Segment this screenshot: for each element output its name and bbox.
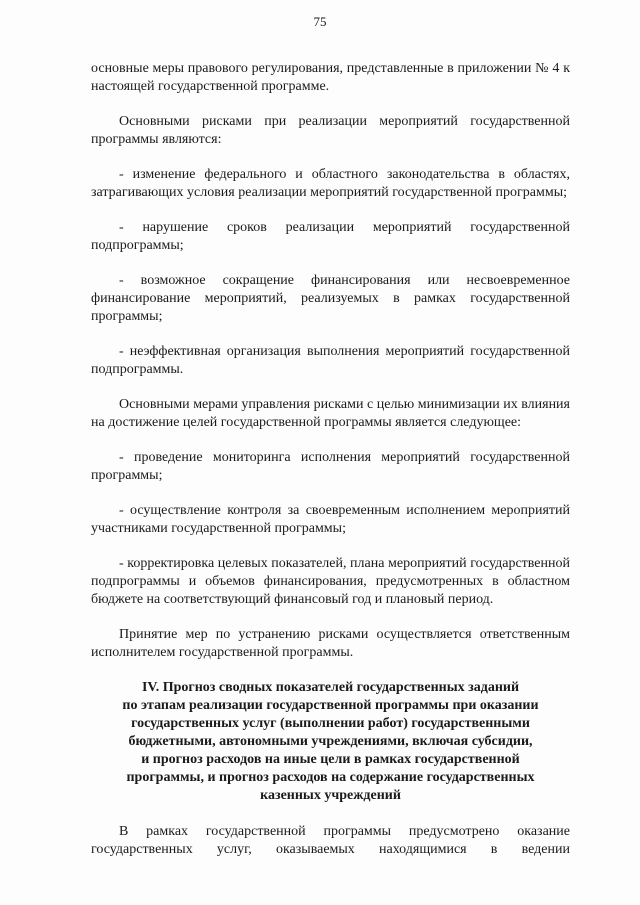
heading-line: бюджетными, автономными учреждениями, включая субсидии, [128, 734, 533, 749]
heading-line: по этапам реализации государственной программы при оказании [122, 698, 539, 713]
paragraph-closing: В рамках государственной программы предусмотрено оказание государственных услуг, оказываемых находящимися в ведении [91, 824, 570, 857]
paragraph-measure-adjustment: - корректировка целевых показателей, плана мероприятий государственной подпрограммы и объемов финансирования, предусмотренных в областном бюджете на соответствующий финансовый год и плановый период. [91, 556, 570, 607]
heading-line: IV. Прогноз сводных показателей государственных заданий [141, 680, 520, 695]
paragraph-risk-funding: - возможное сокращение финансирования или несвоевременное финансирование мероприятий, реализуемых в рамках государственной программы; [91, 273, 570, 324]
paragraph-risk-organization: - неэффективная организация выполнения мероприятий государственной подпрограммы. [91, 344, 570, 377]
section-heading [91, 679, 570, 805]
paragraph-risk-legislation: - изменение федерального и областного законодательства в областях, затрагивающих условия реализации мероприятий государственной программы; [91, 167, 570, 200]
heading-line: программы, и прогноз расходов на содержание государственных [126, 770, 535, 785]
paragraph-risks-title: Основными рисками при реализации мероприятий государственной программы являются: [91, 114, 570, 147]
page-content [91, 60, 570, 859]
page-number: 75 [313, 14, 327, 29]
paragraph-measure-control: - осуществление контроля за своевременным исполнением мероприятий участниками государственной программы; [91, 503, 570, 536]
heading-line: и прогноз расходов на иные цели в рамках государственной [141, 752, 520, 767]
heading-line: казенных учреждений [260, 788, 401, 803]
heading-line: государственных услуг (выполнении работ) государственными [131, 716, 530, 731]
paragraph-risk-deadlines: - нарушение сроков реализации мероприятий государственной подпрограммы; [91, 220, 570, 253]
paragraph-responsibility: Принятие мер по устранению рисками осуществляется ответственным исполнителем государственной программы. [91, 627, 570, 660]
paragraph-intro: основные меры правового регулирования, представленные в приложении № 4 к настоящей государственной программе. [91, 61, 570, 94]
paragraph-measures-title: Основными мерами управления рисками с целью минимизации их влияния на достижение целей государственной программы является следующее: [91, 397, 570, 430]
paragraph-measure-monitoring: - проведение мониторинга исполнения мероприятий государственной программы; [91, 450, 570, 483]
